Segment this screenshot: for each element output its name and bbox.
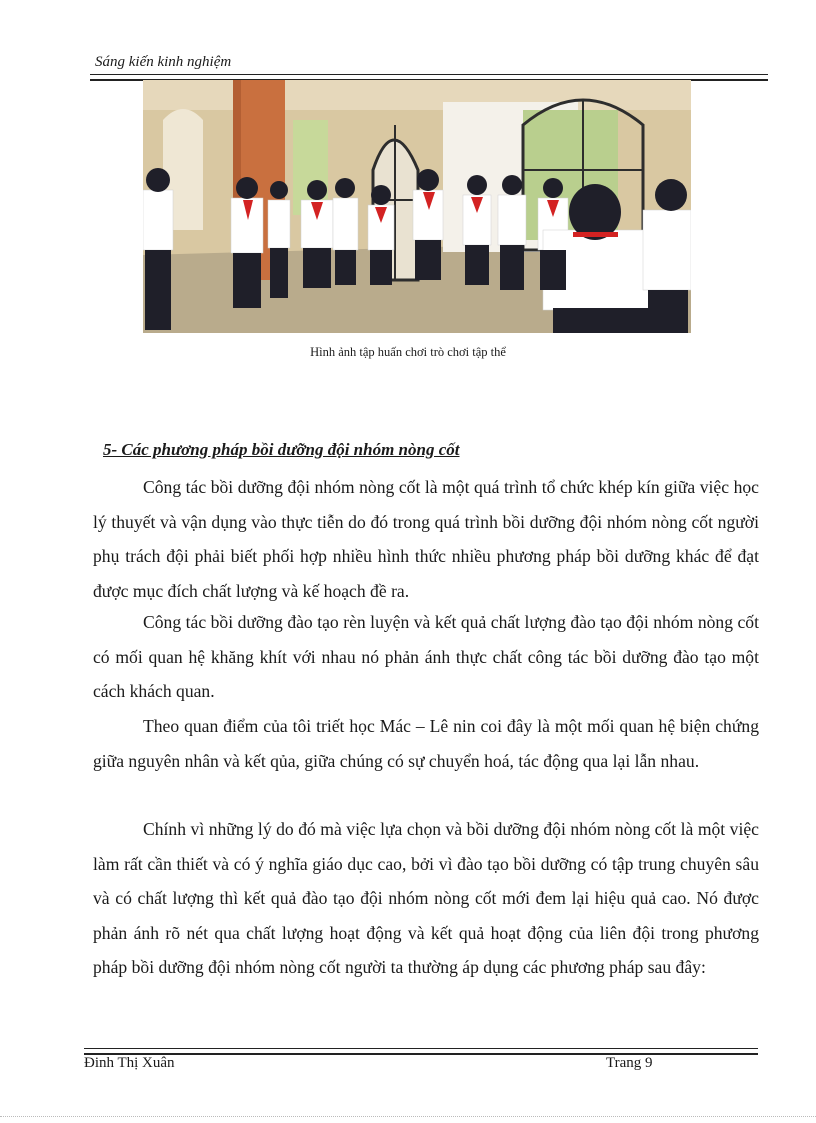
footer-rule <box>84 1048 758 1055</box>
page-number: Trang 9 <box>606 1055 653 1071</box>
training-photo <box>143 80 691 333</box>
section-title: 5- Các phương pháp bồi dưỡng đội nhóm nòng cốt <box>103 440 460 459</box>
photo-illustration <box>143 80 691 333</box>
page-edge-divider <box>0 1116 816 1117</box>
paragraph-1: Công tác bồi dưỡng đội nhóm nòng cốt là một quá trình tổ chức khép kín giữa việc học lý thuyết và vận dụng vào thực tiễn do đó trong quá trình bồi dưỡng đội nhóm nòng cốt người phụ trách đội phải biết phối hợp nhiều hình thức nhiều phương pháp bồi dưỡng khác để đạt được mục đích chất lượng và kế hoạch đề ra. <box>93 477 759 601</box>
footer-author: Đinh Thị Xuân <box>84 1055 175 1071</box>
paragraph-2: Công tác bồi dưỡng đào tạo rèn luyện và kết quả chất lượng đào tạo đội nhóm nòng cốt có mối quan hệ khăng khít với nhau nó phản ánh thực chất công tác bồi dưỡng đào tạo một cách khách quan. <box>93 612 759 701</box>
paragraph-4: Chính vì những lý do đó mà việc lựa chọn và bồi dưỡng đội nhóm nòng cốt là một việc làm rất cần thiết và có ý nghĩa giáo dục cao, bởi vì đào tạo bồi dưỡng có tập trung chuyên sâu và có chất lượng thì kết quả đào tạo đội nhóm nòng cốt mới đem lại hiệu quả cao. Nó được phản ánh rõ nét qua chất lượng hoạt động và kết quả hoạt động của liên đội trong phương pháp bồi dưỡng đội nhóm nòng cốt người ta thường áp dụng các phương pháp sau đây: <box>93 819 759 977</box>
paragraph-3: Theo quan điểm của tôi triết học Mác – Lê nin coi đây là một mối quan hệ biện chứng giữa nguyên nhân và kết qủa, giữa chúng có sự chuyển hoá, tác động qua lại lẫn nhau. <box>93 716 759 771</box>
header-title: Sáng kiến kinh nghiệm <box>95 54 232 70</box>
figure-caption: Hình ảnh tập huấn chơi trò chơi tập thể <box>310 345 506 359</box>
